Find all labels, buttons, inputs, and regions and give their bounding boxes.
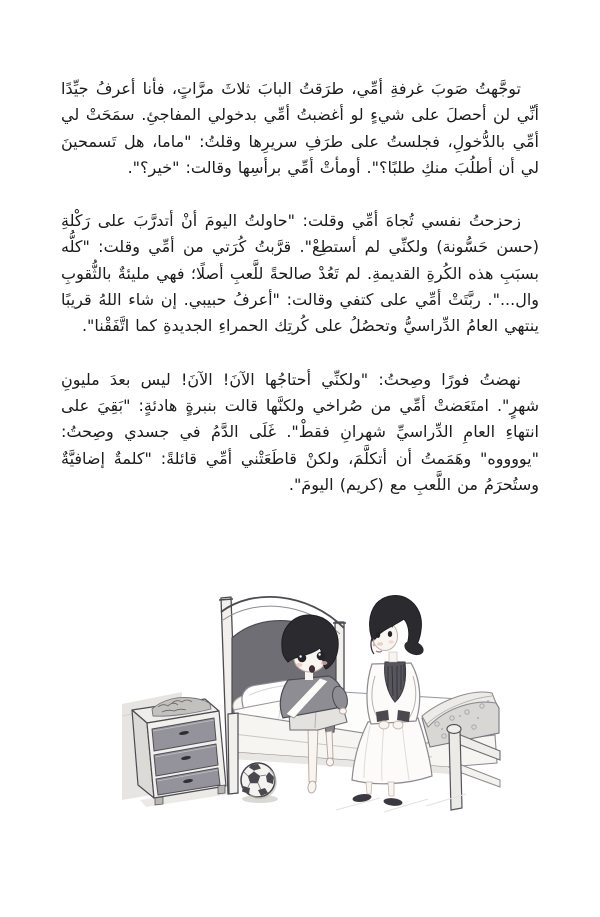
mother-eye-right — [388, 631, 392, 637]
soccer-ball — [241, 763, 278, 803]
boy-foot — [307, 780, 317, 793]
boy-blush-right — [321, 661, 328, 665]
mother-eye-left — [376, 632, 380, 638]
mother-mouth — [376, 651, 382, 652]
boy-hand — [327, 758, 334, 766]
mother-hand-left — [379, 721, 389, 729]
story-paragraph-1: توجَّهتُ صَوبَ غرفةِ أمِّي، طرَقتُ البابَ ثلاثَ مرَّاتٍ، فأنا أعرفُ جيِّدًا أنِّي لن أحصلَ على شيءٍ لو أغضبتُ أمِّي بدخولي المفاجئِ. سمَحَتْ لي أمِّي بالدُّخولِ، فجلستُ على طرَفِ سريرِها وقلتُ: "ماما، هل تَسمحينَ لي أن أطلُبَ منكِ طلبًا؟". أومأتْ أمِّي برأسِها وقالت: "خير؟". — [61, 79, 539, 177]
boy-blush-left — [296, 663, 303, 667]
mother-shoe-right — [383, 797, 403, 807]
mother-cuff-left — [376, 710, 389, 722]
boy-leg — [308, 727, 318, 782]
story-text — [61, 76, 539, 525]
story-paragraph-2: زحزحتُ نفسي تُجاهَ أمِّي وقلت: "حاولتُ اليومَ أنْ أتدرَّبَ على رَكْلةِ (حسن حَسُّونة) ولكنِّي لم أستطِعْ". قرَّبتُ كُرَتي من أمِّي وقلت: "كلُّه بسبَبِ هذه الكُرةِ القديمةِ. لم تَعُدْ صالحةً للَّعبِ أصلًا؛ فهي مليئةٌ بالثُّقوبِ وال...". ربَّتَتْ أمِّي على كتفي وقالت: "أعرفُ حبيبي. إن شاء اللهُ قريبًا ينتهي العامُ الدِّراسيُّ وتحصُلُ على كُرتِك الحمراءِ الجديدةِ كما اتَّفَقْنا". — [61, 211, 539, 336]
boy-eye-left — [298, 654, 307, 663]
boy-eye-right — [317, 652, 326, 661]
nightstand — [132, 697, 226, 805]
boy-mouth — [309, 665, 315, 672]
story-illustration — [122, 586, 502, 846]
mother-shoe-left — [352, 793, 372, 803]
story-paragraph-3: نهضتُ فورًا وصِحتُ: "ولكنِّي أحتاجُها الآنَ! الآنَ! ليس بعدَ مليونِ شهرٍ". امتَعَضتْ أمِّي من صُراخي ولكنَّها قالت بنبرةٍ هادئةٍ: "بَقِيَ على انتهاءِ العامِ الدِّراسيِّ شهرانِ فقطْ". غَلَى الدَّمُ في جسدي وصِحتُ: "يووووه" وهَمَمتُ أن أتكلَّمَ، ولكنْ قاطَعَتْني أمِّي قائلةً: "كلمةٌ إضافيَّةٌ وستُحرَمُ من اللَّعبِ مع (كريم) اليومَ". — [61, 369, 539, 494]
mother-cuff-right — [397, 710, 410, 722]
boy-hand-2 — [340, 708, 347, 714]
mother-hand-right — [393, 721, 403, 729]
